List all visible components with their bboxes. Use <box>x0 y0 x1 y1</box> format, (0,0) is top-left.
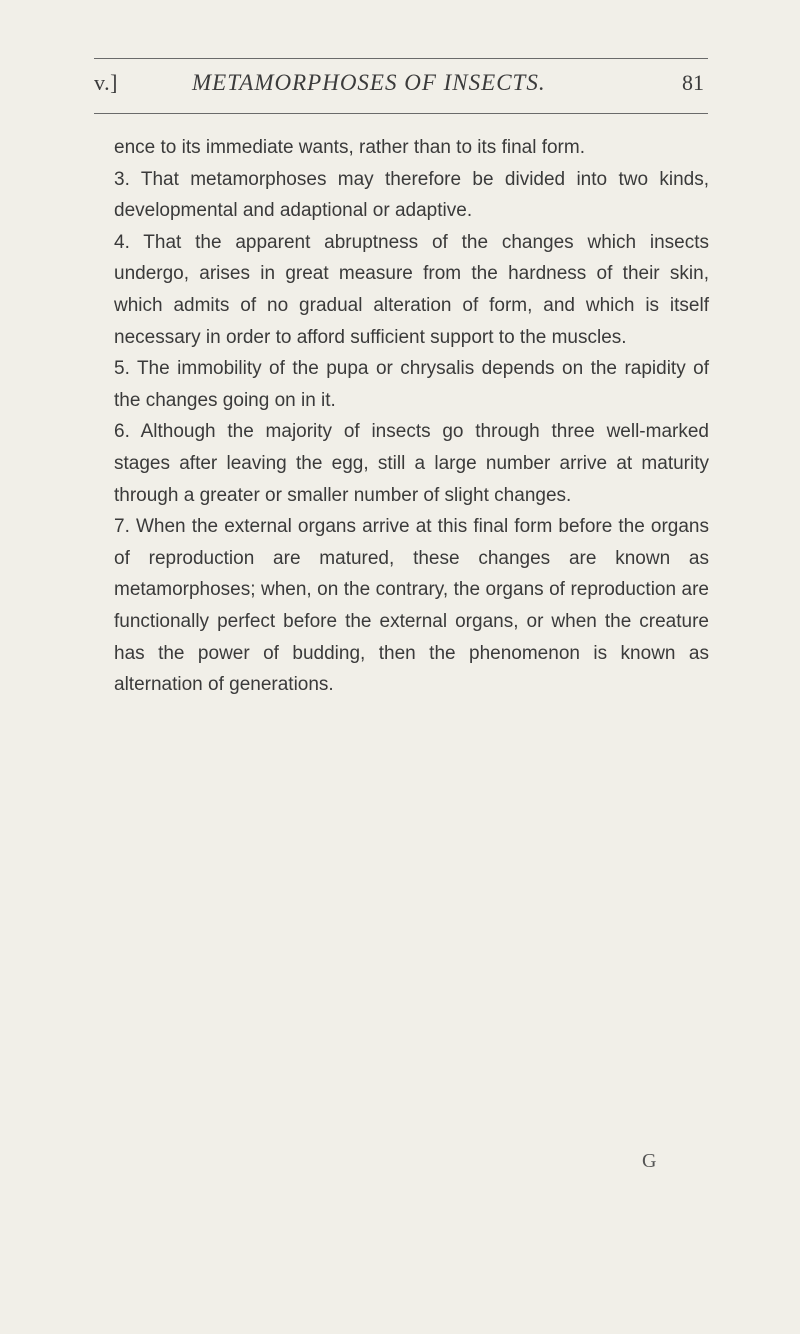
paragraph-3: 3. That metamorphoses may therefore be divided into two kinds, developmental and adaptional or adaptive. <box>114 168 709 222</box>
paragraph-4: 4. That the apparent abruptness of the changes which insects undergo, arises in great measure from the hardness of their skin, which admits of no gradual alteration of form, and which is itself necessary in order to afford sufficient support to the muscles. <box>114 231 709 348</box>
signature-mark: G <box>642 1150 657 1172</box>
paragraph-6: 6. Although the majority of insects go through three well-marked stages after leaving the egg, still a large number arrive at maturity through a greater or smaller number of slight changes. <box>114 421 709 506</box>
header-rule-top <box>94 58 708 59</box>
chapter-mark: v.] <box>94 70 118 95</box>
paragraph-7: 7. When the external organs arrive at this final form before the organs of reproduction are matured, these changes are known as metamorphoses; when, on the contrary, the organs of reproduction are functionally perfect before the external organs, or when the creature has the power of budding, then the phenomenon is known as alternation of generations. <box>114 516 709 696</box>
header-rule-bottom <box>94 113 708 114</box>
page-number: 81 <box>682 70 704 95</box>
running-head <box>94 70 708 104</box>
paragraph-continuation: ence to its immediate wants, rather than to its final form. <box>114 137 585 158</box>
body-text <box>114 132 709 701</box>
paragraph-5: 5. The immobility of the pupa or chrysalis depends on the rapidity of the changes going on in it. <box>114 358 709 411</box>
running-title: METAMORPHOSES OF INSECTS. <box>192 70 546 95</box>
